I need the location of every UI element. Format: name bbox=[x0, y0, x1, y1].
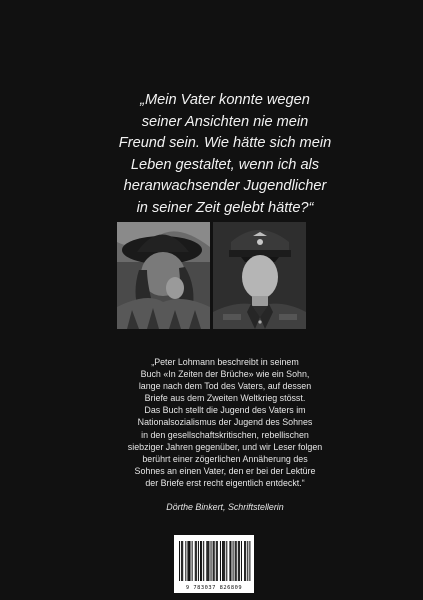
barcode-bar bbox=[236, 541, 237, 581]
quote-line: in seiner Zeit gelebt hätte?“ bbox=[136, 199, 314, 216]
photo-father bbox=[213, 222, 306, 329]
quote-line: Leben gestaltet, wenn ich als bbox=[130, 156, 320, 173]
barcode-bar bbox=[203, 541, 204, 581]
review-line: Sohnes an einen Vater, den er bei der Lektüre bbox=[134, 465, 316, 476]
barcode-bar bbox=[213, 541, 214, 581]
isbn-barcode bbox=[174, 535, 254, 593]
review-text bbox=[100, 356, 350, 489]
attribution: Dörthe Binkert, Schriftstellerin bbox=[166, 502, 284, 512]
barcode-bar bbox=[216, 541, 217, 581]
barcode-bar bbox=[196, 541, 197, 581]
barcode-bar bbox=[201, 541, 202, 581]
barcode-bar bbox=[224, 541, 225, 581]
barcode-bar bbox=[192, 541, 193, 581]
review-line: der Briefe erst recht eigentlich entdeckt.“ bbox=[145, 477, 305, 488]
barcode-bar bbox=[200, 541, 201, 581]
review-line: Nationalsozialismus der Jugend des Sohnes bbox=[137, 417, 313, 428]
barcode-bar bbox=[187, 541, 188, 581]
barcode-bar bbox=[198, 541, 199, 581]
barcode-bar bbox=[241, 541, 242, 581]
barcode-bar bbox=[245, 541, 246, 581]
review-line: Buch «In Zeiten der Brüche» wie ein Sohn, bbox=[140, 369, 310, 380]
barcode-bar bbox=[249, 541, 250, 581]
review-line: in den gesellschaftskritischen, rebellischen bbox=[141, 429, 309, 440]
barcode-bar bbox=[239, 541, 240, 581]
barcode-bar bbox=[238, 541, 239, 581]
barcode-bar bbox=[220, 541, 221, 581]
photo-son bbox=[117, 222, 210, 329]
barcode-bar bbox=[190, 541, 191, 581]
barcode-bar bbox=[217, 541, 218, 581]
review-line: lange nach dem Tod des Vaters, auf dessen bbox=[138, 381, 312, 392]
quote-line: seiner Ansichten nie mein bbox=[141, 113, 309, 130]
barcode-bar bbox=[179, 541, 180, 581]
barcode-bar bbox=[207, 541, 208, 581]
barcode-bar bbox=[226, 541, 227, 581]
barcode-bar bbox=[223, 541, 224, 581]
barcode-bar bbox=[233, 541, 234, 581]
barcode-bar bbox=[182, 541, 183, 581]
barcode-bar bbox=[235, 541, 236, 581]
barcode-digits: 9 783037 826809 bbox=[185, 585, 243, 591]
barcode-bar bbox=[211, 541, 212, 581]
review-line: Briefe aus dem Zweiten Weltkrieg stösst. bbox=[144, 393, 306, 404]
review-line: „Peter Lohmann beschreibt in seinem bbox=[151, 357, 299, 367]
review-line: Das Buch stellt die Jugend des Vaters im bbox=[144, 405, 306, 416]
barcode-bar bbox=[214, 541, 215, 581]
quote-line: heranwachsender Jugendlicher bbox=[123, 178, 327, 194]
review-line: siebziger Jahren gegenüber, und wir Leser folgen bbox=[127, 441, 323, 452]
barcode-bar bbox=[185, 541, 186, 581]
pull-quote bbox=[100, 90, 350, 219]
barcode-bar bbox=[208, 541, 209, 581]
barcode-bar bbox=[188, 541, 189, 581]
review-line: berührt einer zögerlichen Annäherung des bbox=[142, 453, 308, 464]
barcode-bar bbox=[195, 541, 196, 581]
barcode-bar bbox=[206, 541, 207, 581]
quote-line: Freund sein. Wie hätte sich mein bbox=[118, 135, 332, 151]
barcode-bar bbox=[229, 541, 230, 581]
quote-line: „Mein Vater konnte wegen bbox=[140, 92, 310, 108]
barcode-bar bbox=[247, 541, 248, 581]
barcode-bar bbox=[230, 541, 231, 581]
barcode-bar bbox=[181, 541, 182, 581]
barcode-bar bbox=[244, 541, 245, 581]
barcode-bar bbox=[222, 541, 223, 581]
